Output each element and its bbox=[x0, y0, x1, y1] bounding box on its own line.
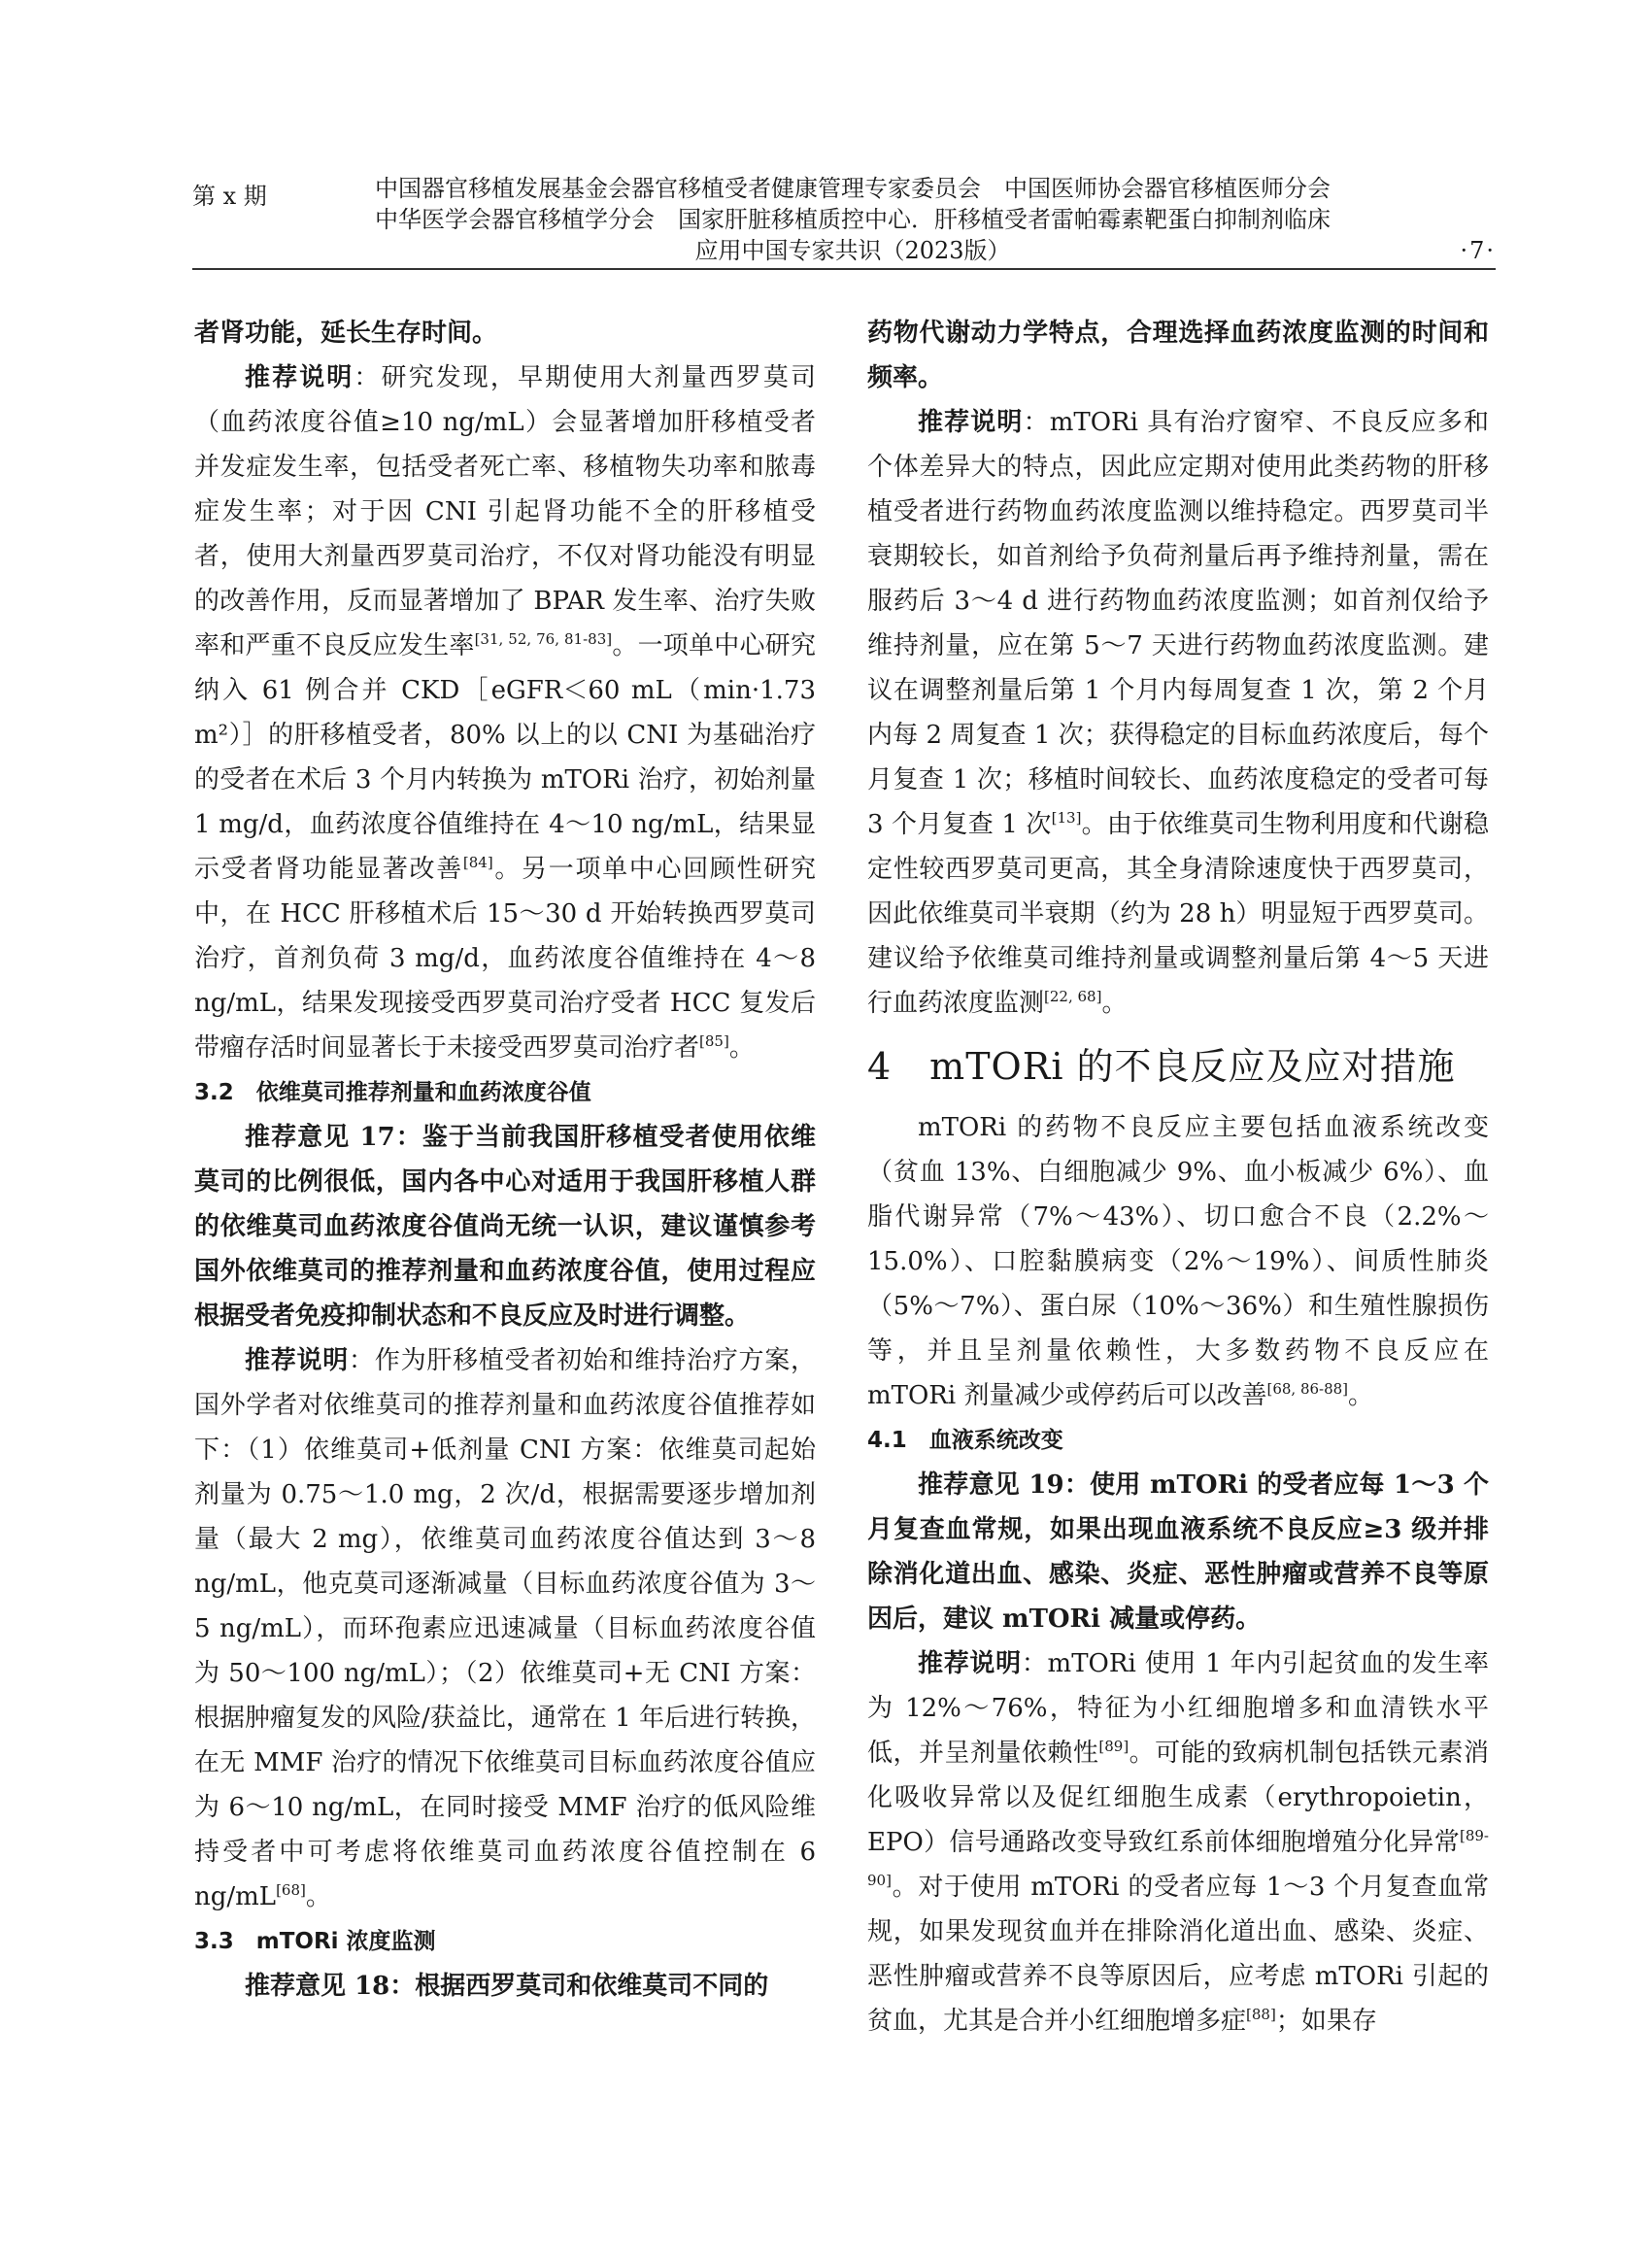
paragraph-text: 。对于使用 mTORi 的受者应每 1～3 个月复查血常规，如果发现贫血并在排除消化道出血、感染、炎症、恶性肿瘤或营养不良等原因后，应考虑 mTORi 引起的贫血，尤其是合并小红细胞增多症 bbox=[867, 1873, 1489, 2036]
right-column bbox=[867, 311, 1489, 2044]
recommendation-17 bbox=[194, 1115, 816, 1338]
note-label: 推荐说明 bbox=[245, 363, 354, 392]
citation: [68, 86-88] bbox=[1266, 1380, 1349, 1398]
paragraph-text: ：研究发现，早期使用大剂量西罗莫司（血药浓度谷值≥10 ng/mL）会显著增加肝移植受者并发症发生率，包括受者死亡率、移植物失功率和脓毒症发生率；对于因 CNI 引起肾功能不全的肝移植受者，使用大剂量西罗莫司治疗，不仅对肾功能没有明显的改善作用，反而显著增加了 BPAR 发生率、治疗失败率和严重不良反应发生率 bbox=[194, 363, 816, 660]
citation: [89-90] bbox=[867, 1827, 1489, 1889]
citation: [13] bbox=[1051, 809, 1082, 827]
paragraph-text: 。一项单中心研究纳入 61 例合并 CKD［eGFR＜60 mL（min·1.73 m²）］的肝移植受者，80% 以上的以 CNI 为基础治疗的受者在术后 3 个月内转换为 mTORi 治疗，初始剂量 1 mg/d，血药浓度谷值维持在 4～10 ng/mL，结果显示受者肾功能显著改善 bbox=[194, 631, 816, 884]
paragraph-text: 。可能的致病机制包括铁元素消化吸收异常以及促红细胞生成素（erythropoietin，EPO）信号通路改变导致红系前体细胞增殖分化异常 bbox=[867, 1739, 1489, 1857]
note-label: 推荐说明 bbox=[245, 1346, 350, 1375]
citation: [89] bbox=[1098, 1738, 1129, 1755]
paragraph-text: 。另一项单中心回顾性研究中，在 HCC 肝移植术后 15～30 d 开始转换西罗莫司治疗，首剂负荷 3 mg/d，血药浓度谷值维持在 4～8 ng/mL，结果发现接受西罗莫司治疗受者 HCC 复发后带瘤存活时间显著长于未接受西罗莫司治疗者 bbox=[194, 855, 816, 1063]
paragraph-text: ：mTORi 具有治疗窗窄、不良反应多和个体差异大的特点，因此应定期对使用此类药物的肝移植受者进行药物血药浓度监测以维持稳定。西罗莫司半衰期较长，如首剂给予负荷剂量后再予维持剂量，需在服药后 3～4 d 进行药物血药浓度监测；如首剂仅给予维持剂量，应在第 5～7 天进行药物血药浓度监测。建议在调整剂量后第 1 个月内每周复查 1 次，第 2 个月内每 2 周复查 1 次；获得稳定的目标血药浓度后，每个月复查 1 次；移植时间较长、血药浓度稳定的受者可每 3 个月复查 1 次 bbox=[867, 408, 1489, 839]
citation: [31, 52, 76, 81-83] bbox=[474, 630, 613, 648]
paragraph-text: mTORi 的药物不良反应主要包括血液系统改变（贫血 13%、白细胞减少 9%、血小板减少 6%）、血脂代谢异常（7%～43%）、切口愈合不良（2.2%～15.0%）、口腔黏膜病变（2%～19%）、间质性肺炎（5%～7%）、蛋白尿（10%～36%）和生殖性腺损伤等，并且呈剂量依赖性，大多数药物不良反应在 mTORi 剂量减少或停药后可以改善 bbox=[867, 1113, 1489, 1410]
paragraph-adverse-reactions bbox=[867, 1105, 1489, 1418]
running-title-line-2: 中华医学会器官移植学分会 国家肝脏移植质控中心．肝移植受者雷帕霉素靶蛋白抑制剂临床 bbox=[375, 206, 1331, 233]
section-heading-4: 4 mTORi 的不良反应及应对措施 bbox=[867, 1045, 1456, 1088]
recommendation-text: 19：使用 mTORi 的受者应每 1～3 个月复查血常规，如果出现血液系统不良反应≥3 级并排除消化道出血、感染、炎症、恶性肿瘤或营养不良等原因后，建议 mTORi 减量或停药。 bbox=[867, 1470, 1489, 1634]
recommendation-19 bbox=[867, 1463, 1489, 1641]
paragraph-text: ；如果存 bbox=[1275, 2007, 1377, 2036]
citation: [22, 68] bbox=[1044, 988, 1102, 1005]
recommendation-text: 17：鉴于当前我国肝移植受者使用依维莫司的比例很低，国内各中心对适用于我国肝移植人群的依维莫司血药浓度谷值尚无统一认识，建议谨慎参考国外依维莫司的推荐剂量和血药浓度谷值，使用过程应根据受者免疫抑制状态和不良反应及时进行调整。 bbox=[194, 1123, 816, 1331]
running-title bbox=[299, 173, 1406, 266]
paragraph-text: 。 bbox=[728, 1033, 755, 1063]
paragraph-text: ：作为肝移植受者初始和维持治疗方案，国外学者对依维莫司的推荐剂量和血药浓度谷值推荐如下：（1）依维莫司+低剂量 CNI 方案：依维莫司起始剂量为 0.75～1.0 mg，2 次/d，根据需要逐步增加剂量（最大 2 mg），依维莫司血药浓度谷值达到 3～8 ng/mL，他克莫司逐渐减量（目标血药浓度谷值为 3～5 ng/mL），而环孢素应迅速减量（目标血药浓度谷值为 50～100 ng/mL）；（2）依维莫司+无 CNI 方案：根据肿瘤复发的风险/获益比，通常在 1 年后进行转换，在无 MMF 治疗的情况下依维莫司目标血药浓度谷值应为 6～10 ng/mL，在同时接受 MMF 治疗的低风险维持受者中可考虑将依维莫司血药浓度谷值控制在 6 ng/mL bbox=[194, 1346, 816, 1911]
paragraph-text: 。 bbox=[1101, 989, 1128, 1018]
paragraph-continuation: 者肾功能，延长生存时间。 bbox=[194, 319, 498, 348]
recommendation-label: 推荐意见 bbox=[245, 1123, 351, 1152]
recommendation-text: 18：根据西罗莫司和依维莫司不同的 bbox=[346, 1972, 769, 2001]
recommendation-label: 推荐意见 bbox=[245, 1972, 347, 2001]
recommendation-18 bbox=[194, 1964, 816, 2009]
paragraph-text: 。由于依维莫司生物利用度和代谢稳定性较西罗莫司更高，其全身清除速度快于西罗莫司，因此依维莫司半衰期（约为 28 h）明显短于西罗莫司。建议给予依维莫司维持剂量或调整剂量后第 4～5 天进行血药浓度监测 bbox=[867, 810, 1489, 1018]
paragraph-text: 。 bbox=[305, 1882, 331, 1911]
page-number: ·7· bbox=[1460, 237, 1496, 264]
note-label: 推荐说明 bbox=[918, 408, 1024, 437]
issue-number: 第 x 期 bbox=[192, 183, 267, 210]
running-title-line-3: 应用中国专家共识（2023版） bbox=[694, 237, 1011, 264]
paragraph-recommendation-note bbox=[867, 400, 1489, 1026]
page-header bbox=[192, 171, 1496, 270]
paragraph-text: 。 bbox=[1348, 1381, 1374, 1410]
running-title-line-1: 中国器官移植发展基金会器官移植受者健康管理专家委员会 中国医师协会器官移植医师分会 bbox=[375, 175, 1331, 202]
citation: [88] bbox=[1246, 2006, 1276, 2023]
citation: [84] bbox=[462, 854, 493, 871]
paragraph-recommendation-note bbox=[194, 1338, 816, 1919]
paragraph-recommendation-note bbox=[867, 1641, 1489, 2044]
section-heading-4-1: 4.1 血液系统改变 bbox=[867, 1428, 1063, 1453]
left-column bbox=[194, 311, 816, 2009]
note-label: 推荐说明 bbox=[918, 1649, 1022, 1678]
paragraph-recommendation-note bbox=[194, 355, 816, 1070]
paragraph-text: ：mTORi 使用 1 年内引起贫血的发生率为 12%～76%，特征为小红细胞增多和血清铁水平低，并呈剂量依赖性 bbox=[867, 1649, 1489, 1768]
section-heading-3-3: 3.3 mTORi 浓度监测 bbox=[194, 1929, 436, 1954]
recommendation-label: 推荐意见 bbox=[918, 1470, 1021, 1500]
citation: [68] bbox=[276, 1881, 306, 1899]
recommendation-18-continued: 药物代谢动力学特点，合理选择血药浓度监测的时间和频率。 bbox=[867, 319, 1489, 392]
section-heading-3-2: 3.2 依维莫司推荐剂量和血药浓度谷值 bbox=[194, 1080, 591, 1105]
citation: [85] bbox=[699, 1032, 729, 1050]
